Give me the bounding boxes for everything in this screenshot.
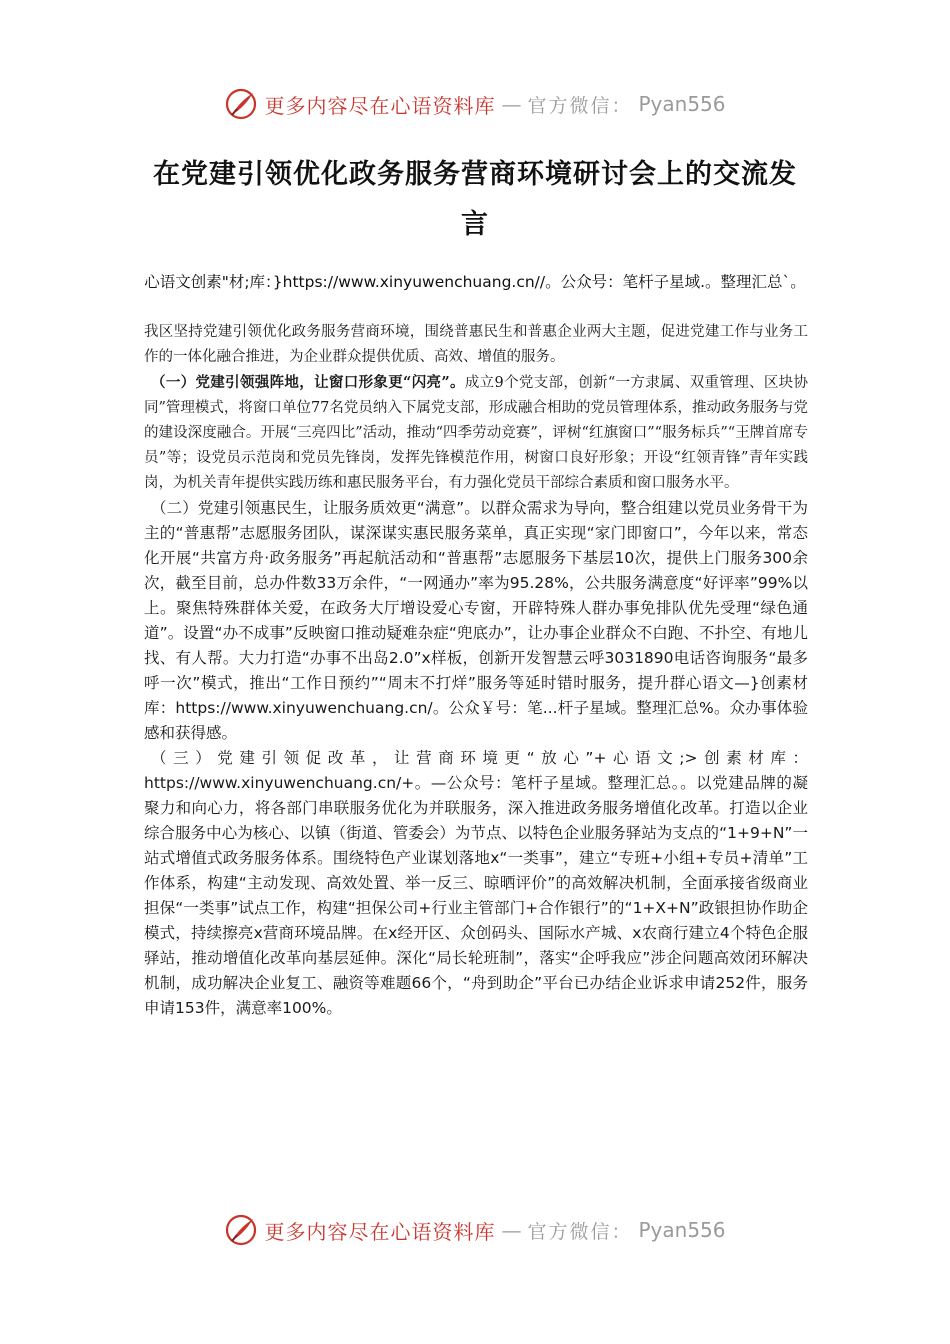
quill-logo-icon: [224, 1213, 258, 1247]
banner-separator: —: [501, 92, 522, 116]
footer-banner: [0, 1212, 950, 1248]
banner-separator: —: [501, 1218, 522, 1242]
document-title: 在党建引领优化政务服务营商环境研讨会上的交流发言: [153, 159, 797, 240]
section-1-paragraph: [144, 370, 808, 496]
section-1-heading: （一）党建引领强阵地，让窗口形象更“闪亮”。: [151, 374, 465, 391]
banner-wechat-id: Pyan556: [638, 92, 726, 116]
section-3-paragraph: （三）党建引领促改革，让营商环境更“放心”+心语文;>创素材库：https://www.xinyuwenchuang.cn/+。—公众号：笔杆子星域。整理汇总。。以党建品牌的凝聚力和向心力，将各部门串联服务优化为并联服务，深入推进政务服务增值化改革。打造以企业综合服务中心为核心、以镇（街道、管委会）为节点、以特色企业服务驿站为支点的“1+9+N”一站式增值式政务服务体系。围绕特色产业谋划落地x“一类事”，建立“专班+小组+专员+清单”工作体系，构建“主动发现、高效处置、举一反三、晾晒评价”的高效解决机制，全面承接省级商业担保“一类事”试点工作，构建“担保公司+行业主管部门+合作银行”的“1+X+N”政银担协作助企模式，持续擦亮x营商环境品牌。在x经开区、众创码头、国际水产城、x农商行建立4个特色企服驿站，推动增值化改革向基层延伸。深化“局长轮班制”，落实“企呼我应”涉企问题高效闭环解决机制，成功解决企业复工、融资等难题66个，“舟到助企”平台已办结企业诉求申请252件，服务申请153件，满意率100%。: [144, 749, 808, 1017]
banner-wechat-label: 官方微信：: [527, 94, 633, 117]
banner-wechat-label: 官方微信：: [527, 1220, 633, 1243]
section-1-body: 成立9个党支部，创新“一方隶属、双重管理、区块协同”管理模式，将窗口单位77名党员纳入下属党支部，形成融合相助的党员管理体系，推动政务服务与党的建设深度融合。开展“三亮四比”活动，推动“四季劳动竞赛”，评树“红旗窗口”“服务标兵”“王牌首席专员”等；设党员示范岗和党员先锋岗，发挥先锋模范作用，树窗口良好形象；开设“红领青锋”青年实践岗，为机关青年提供实践历练和惠民服务平台，有力强化党员干部综合素质和窗口服务水平。: [144, 375, 808, 491]
source-line: 心语文创素"材;库：}https://www.xinyuwenchuang.cn//。公众号：笔杆子星域.。整理汇总`。: [144, 273, 806, 291]
intro-paragraph: 我区坚持党建引领优化政务服务营商环境，围绕普惠民生和普惠企业两大主题，促进党建工作与业务工作的一体化融合推进，为企业群众提供优质、高效、增值的服务。: [144, 324, 808, 365]
banner-wechat-id: Pyan556: [638, 1218, 726, 1242]
document-body: [144, 320, 808, 1021]
banner-main-text: 更多内容尽在心语资料库: [264, 93, 496, 118]
banner-main-text: 更多内容尽在心语资料库: [264, 1219, 496, 1244]
quill-logo-icon: [224, 87, 258, 121]
header-banner: [0, 86, 950, 122]
section-2-paragraph: （二）党建引领惠民生，让服务质效更“满意”。以群众需求为导向，整合组建以党员业务骨干为主的“普惠帮”志愿服务团队，谋深谋实惠民服务菜单，真正实现“家门即窗口”，今年以来，常态化开展“共富方舟·政务服务”再起航活动和“普惠帮”志愿服务下基层10次，提供上门服务300余次，截至目前，总办件数33万余件，“一网通办”率为95.28%，公共服务满意度“好评率”99%以上。聚焦特殊群体关爱，在政务大厅增设爱心专窗，开辟特殊人群办事免排队优先受理“绿色通道”。设置“办不成事”反映窗口推动疑难杂症“兜底办”，让办事企业群众不白跑、不扑空、有地儿找、有人帮。大力打造“办事不出岛2.0”x样板，创新开发智慧云呼3031890电话咨询服务“最多呼一次”模式，推出“工作日预约”“周末不打烊”服务等延时错时服务，提升群心语文—}创素材库：https://www.xinyuwenchuang.cn/。公众￥号：笔...杆子星域。整理汇总%。众办事体验感和获得感。: [144, 499, 808, 742]
